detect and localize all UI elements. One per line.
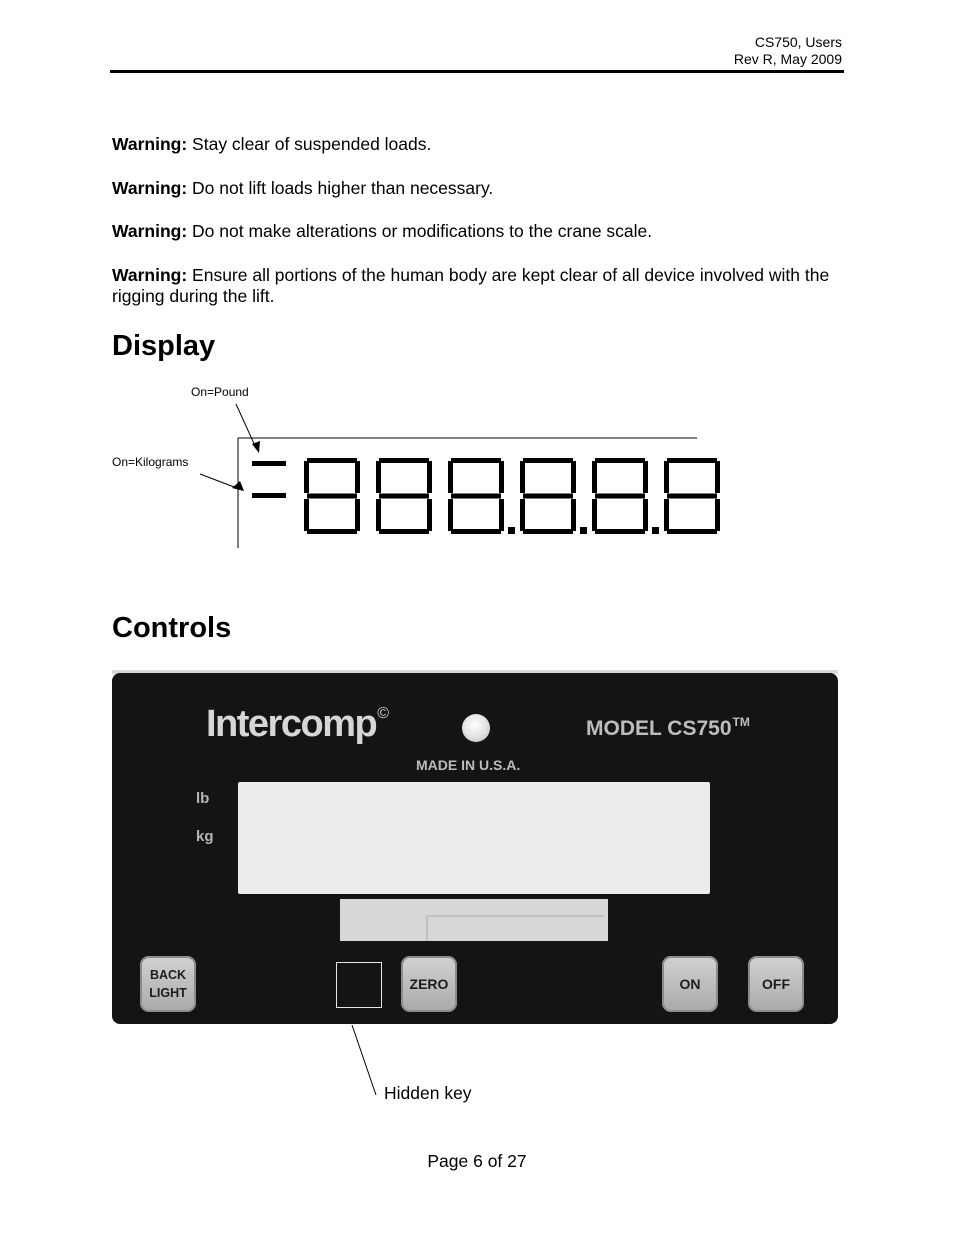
hidden-key-pointer-line — [352, 1025, 376, 1095]
warning-text: Ensure all portions of the human body are kept clear of all device involved with the rigging during the lift. — [112, 265, 830, 306]
model-name: MODEL CS750 — [586, 717, 732, 740]
zero-button[interactable]: ZERO — [401, 956, 457, 1012]
brand-name: Intercomp — [206, 703, 377, 745]
warning-label: Warning: — [112, 221, 188, 241]
backlight-button[interactable]: BACK LIGHT — [140, 956, 196, 1012]
brand-copyright: © — [377, 705, 388, 722]
unit-kg-label: kg — [196, 828, 214, 845]
off-button[interactable]: OFF — [748, 956, 804, 1012]
made-in-label: MADE IN U.S.A. — [416, 757, 521, 773]
controls-heading: Controls — [112, 612, 232, 644]
model-trademark: TM — [732, 715, 750, 729]
hidden-key-label: Hidden key — [384, 1083, 472, 1103]
pound-annotation: On=Pound — [191, 385, 249, 399]
header-revision: Rev R, May 2009 — [733, 51, 842, 67]
warning-text: Do not lift loads higher than necessary. — [192, 178, 494, 198]
warning-label: Warning: — [112, 134, 188, 154]
kilogram-annotation: On=Kilograms — [112, 455, 189, 469]
warning-text: Do not make alterations or modifications to the crane scale. — [192, 221, 653, 241]
warning-text: Stay clear of suspended loads. — [192, 134, 432, 154]
warning-label: Warning: — [112, 265, 188, 285]
warning-label: Warning: — [112, 178, 188, 198]
on-button[interactable]: ON — [662, 956, 718, 1012]
unit-lb-label: lb — [196, 790, 210, 807]
header-doc-title: CS750, Users — [754, 34, 842, 50]
display-heading: Display — [112, 330, 216, 362]
page-footer: Page 6 of 27 — [427, 1151, 527, 1171]
